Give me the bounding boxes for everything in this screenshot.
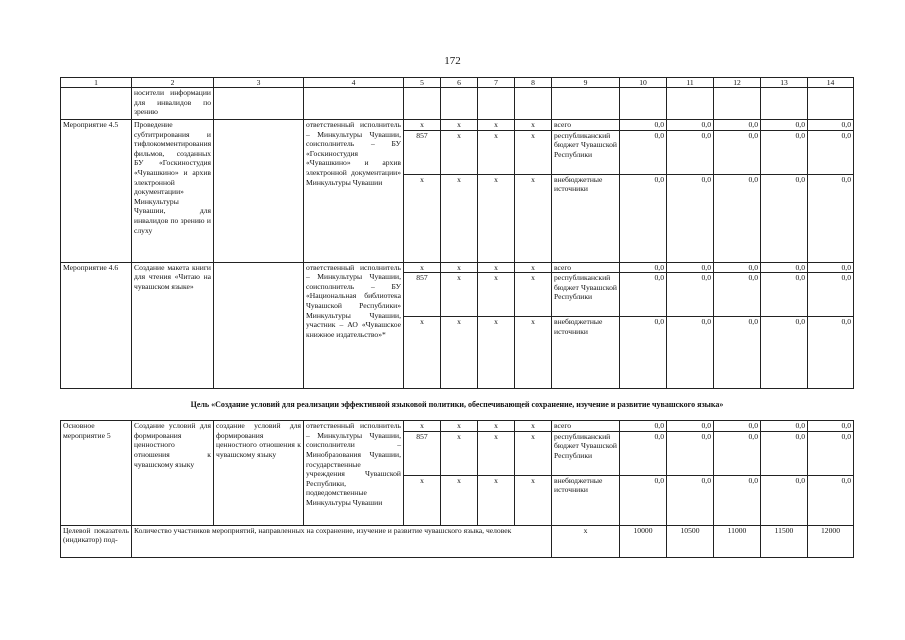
cell: 0,0 — [808, 273, 854, 317]
cell: 0,0 — [714, 262, 761, 273]
col-header: 10 — [620, 78, 667, 88]
cell: 0,0 — [714, 431, 761, 475]
cell: 10000 — [620, 525, 667, 557]
cell: х — [404, 317, 441, 389]
cell: х — [515, 475, 552, 525]
cell: 0,0 — [667, 273, 714, 317]
cell: 0,0 — [667, 130, 714, 174]
cell: 0,0 — [620, 273, 667, 317]
col-header: 11 — [667, 78, 714, 88]
cell: 0,0 — [714, 475, 761, 525]
cell: 0,0 — [761, 317, 808, 389]
cell — [808, 88, 854, 120]
cell: ответственный исполнитель – Минкультуры Чувашии, соисполнитель – БУ «Госкиностудия «Чувашкино» и архив электронной документации» Минкультуры Чувашии — [304, 120, 404, 263]
cell: всего — [552, 262, 620, 273]
table-row — [61, 120, 854, 131]
cell: 0,0 — [667, 120, 714, 131]
cell: 0,0 — [808, 475, 854, 525]
cell: 0,0 — [761, 273, 808, 317]
cell — [404, 88, 441, 120]
cell: ответственный исполнитель – Минкультуры Чувашии, соисполнитель – БУ «Национальная библиотека Чувашской Республики» Минкультуры Чувашии, участник – АО «Чувашское книжное издательство»* — [304, 262, 404, 389]
cell: 0,0 — [667, 174, 714, 262]
cell: Проведение субтитрирования и тифлокомментирования фильмов, созданных БУ «Госкиностудия «Чувашкино» и архив электронной документации» Минкультуры Чувашии, для инвалидов по зрению и слуху — [132, 120, 214, 263]
cell: х — [478, 130, 515, 174]
cell: 0,0 — [620, 421, 667, 432]
cell — [667, 88, 714, 120]
cell: х — [441, 421, 478, 432]
cell: внебюджетные источники — [552, 317, 620, 389]
cell: 0,0 — [714, 174, 761, 262]
cell: х — [515, 120, 552, 131]
cell — [214, 120, 304, 263]
cell: х — [404, 120, 441, 131]
cell — [441, 88, 478, 120]
cell: 0,0 — [761, 120, 808, 131]
cell: х — [441, 174, 478, 262]
col-header: 7 — [478, 78, 515, 88]
cell: 0,0 — [808, 421, 854, 432]
cell — [761, 88, 808, 120]
cell: 0,0 — [761, 130, 808, 174]
cell: ответственный исполнитель – Минкультуры Чувашии, соисполнители – Минобразования Чувашии, государственные учреждения Чувашской Республики, подведомственные Минкультуры Чувашии — [304, 421, 404, 526]
cell: носители информации для инвалидов по зрению — [132, 88, 214, 120]
col-header: 9 — [552, 78, 620, 88]
cell: 0,0 — [808, 174, 854, 262]
cell: 11500 — [761, 525, 808, 557]
cell: 0,0 — [808, 130, 854, 174]
cell: Создание макета книги для чтения «Читаю на чувашском языке» — [132, 262, 214, 389]
col-header: 2 — [132, 78, 214, 88]
table-row — [61, 421, 854, 432]
cell: х — [515, 130, 552, 174]
cell: х — [478, 475, 515, 525]
cell — [61, 88, 132, 120]
cell: 0,0 — [761, 421, 808, 432]
cell: х — [441, 317, 478, 389]
cell: х — [515, 421, 552, 432]
cell: 0,0 — [714, 120, 761, 131]
cell: 0,0 — [620, 431, 667, 475]
cell: республиканский бюджет Чувашской Республики — [552, 130, 620, 174]
cell: х — [404, 262, 441, 273]
cell: всего — [552, 120, 620, 131]
cell: 0,0 — [667, 317, 714, 389]
cell: х — [552, 525, 620, 557]
indicator-row — [61, 525, 854, 557]
col-header: 3 — [214, 78, 304, 88]
table-row — [61, 262, 854, 273]
cell: Целевой показатель (индикатор) под- — [61, 525, 132, 557]
cell — [214, 262, 304, 389]
cell: 0,0 — [808, 120, 854, 131]
cell: 0,0 — [667, 431, 714, 475]
cell: 857 — [404, 130, 441, 174]
cell: Создание условий для формирования ценностного отношения к чувашскому языку — [132, 421, 214, 526]
cell: х — [441, 120, 478, 131]
cell: х — [441, 475, 478, 525]
cell: х — [478, 431, 515, 475]
col-header: 12 — [714, 78, 761, 88]
col-header: 4 — [304, 78, 404, 88]
table-row — [61, 88, 854, 120]
cell — [304, 88, 404, 120]
col-header: 1 — [61, 78, 132, 88]
cell: 0,0 — [808, 262, 854, 273]
cell: всего — [552, 421, 620, 432]
cell: х — [478, 174, 515, 262]
cell: республиканский бюджет Чувашской Республики — [552, 431, 620, 475]
cell — [214, 88, 304, 120]
cell: 0,0 — [667, 262, 714, 273]
cell: 0,0 — [667, 421, 714, 432]
program-table — [60, 77, 854, 558]
cell: х — [404, 174, 441, 262]
cell: 0,0 — [761, 174, 808, 262]
col-header: 6 — [441, 78, 478, 88]
goal-heading: Цель «Создание условий для реализации эффективной языковой политики, обеспечивающей сохранение, изучение и развитие чувашского языка» — [61, 389, 854, 421]
cell: х — [515, 174, 552, 262]
cell: 0,0 — [808, 317, 854, 389]
cell: 11000 — [714, 525, 761, 557]
col-header: 5 — [404, 78, 441, 88]
cell: 10500 — [667, 525, 714, 557]
col-header: 13 — [761, 78, 808, 88]
page-number: 172 — [444, 55, 461, 67]
cell: х — [441, 130, 478, 174]
cell: х — [441, 273, 478, 317]
cell: х — [515, 273, 552, 317]
cell: 0,0 — [714, 317, 761, 389]
cell: 0,0 — [620, 317, 667, 389]
cell: 857 — [404, 273, 441, 317]
cell — [714, 88, 761, 120]
cell: 857 — [404, 431, 441, 475]
cell: 12000 — [808, 525, 854, 557]
cell — [515, 88, 552, 120]
cell: Количество участников мероприятий, направленных на сохранение, изучение и развитие чувашского языка, человек — [132, 525, 552, 557]
cell: 0,0 — [667, 475, 714, 525]
cell: Мероприятие 4.5 — [61, 120, 132, 263]
cell: х — [404, 421, 441, 432]
cell: х — [478, 317, 515, 389]
header-row — [61, 78, 854, 88]
cell: х — [478, 262, 515, 273]
cell — [552, 88, 620, 120]
cell: Основное мероприятие 5 — [61, 421, 132, 526]
cell: 0,0 — [761, 431, 808, 475]
cell: х — [478, 421, 515, 432]
cell: 0,0 — [620, 262, 667, 273]
cell: Мероприятие 4.6 — [61, 262, 132, 389]
cell: 0,0 — [620, 120, 667, 131]
cell: внебюджетные источники — [552, 174, 620, 262]
cell: х — [478, 273, 515, 317]
cell — [620, 88, 667, 120]
cell: внебюджетные источники — [552, 475, 620, 525]
cell: х — [441, 262, 478, 273]
cell: 0,0 — [714, 130, 761, 174]
cell: х — [441, 431, 478, 475]
cell: 0,0 — [620, 475, 667, 525]
cell: 0,0 — [714, 421, 761, 432]
cell: республиканский бюджет Чувашской Республики — [552, 273, 620, 317]
cell: х — [515, 317, 552, 389]
cell: 0,0 — [620, 174, 667, 262]
goal-row — [61, 389, 854, 421]
cell: создание условий для формирования ценностного отношения к чувашскому языку — [214, 421, 304, 526]
cell: 0,0 — [620, 130, 667, 174]
cell: 0,0 — [761, 475, 808, 525]
cell: 0,0 — [761, 262, 808, 273]
cell: х — [404, 475, 441, 525]
cell: х — [515, 262, 552, 273]
cell: х — [478, 120, 515, 131]
col-header: 14 — [808, 78, 854, 88]
cell — [478, 88, 515, 120]
cell: х — [515, 431, 552, 475]
cell: 0,0 — [808, 431, 854, 475]
cell: 0,0 — [714, 273, 761, 317]
col-header: 8 — [515, 78, 552, 88]
